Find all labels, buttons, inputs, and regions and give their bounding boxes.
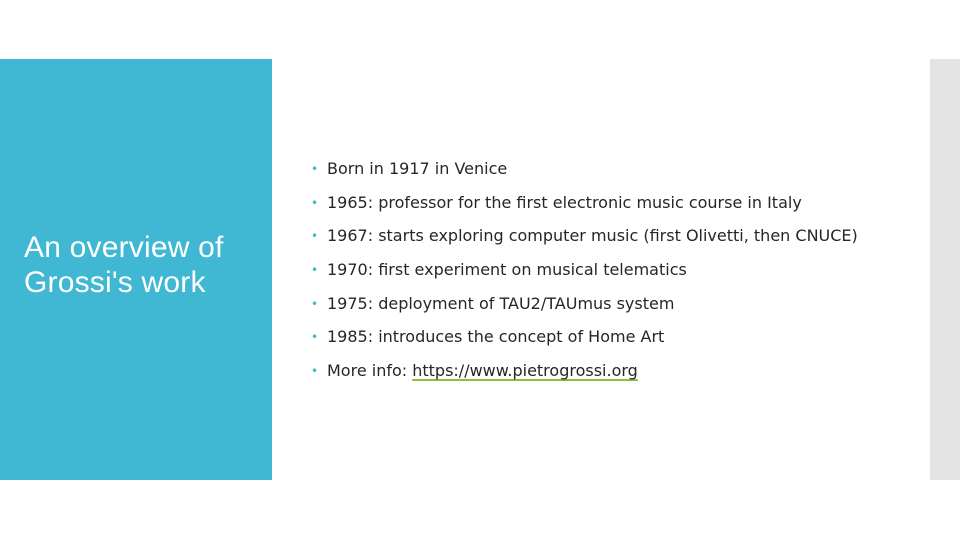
bullet-item-1985 <box>311 322 858 356</box>
right-sidebar-bar <box>930 59 960 480</box>
bullet-item-more-info <box>311 356 858 390</box>
bullet-text: 1967: starts exploring computer music (first Olivetti, then CNUCE) <box>327 226 858 246</box>
bullet-dot-icon: • <box>311 195 319 210</box>
more-info-label: More info: <box>327 361 413 381</box>
bullet-text: 1970: first experiment on musical telematics <box>327 260 687 280</box>
website-link[interactable]: https://www.pietrogrossi.org <box>412 361 638 381</box>
bullet-item-1967 <box>311 221 858 255</box>
bullet-dot-icon: • <box>311 162 319 176</box>
bullet-text: 1965: professor for the first electronic music course in Italy <box>327 192 802 212</box>
slide-title: An overview of Grossi's work <box>24 231 224 299</box>
bullet-dot-icon: • <box>311 229 319 244</box>
bullet-dot-icon: • <box>311 330 319 345</box>
bullet-text: 1975: deployment of TAU2/TAUmus system <box>327 293 675 313</box>
bullet-list <box>311 154 858 390</box>
bullet-dot-icon: • <box>311 364 319 379</box>
bullet-text: Born in 1917 in Venice <box>327 159 508 178</box>
bullet-dot-icon: • <box>311 296 319 311</box>
bullet-text: 1985: introduces the concept of Home Art <box>327 327 665 347</box>
bullet-item-1970 <box>311 255 858 289</box>
bullet-item-1965 <box>311 188 858 222</box>
bullet-item-1975 <box>311 289 858 323</box>
bullet-item-born <box>311 154 858 188</box>
bullet-dot-icon: • <box>311 263 319 278</box>
